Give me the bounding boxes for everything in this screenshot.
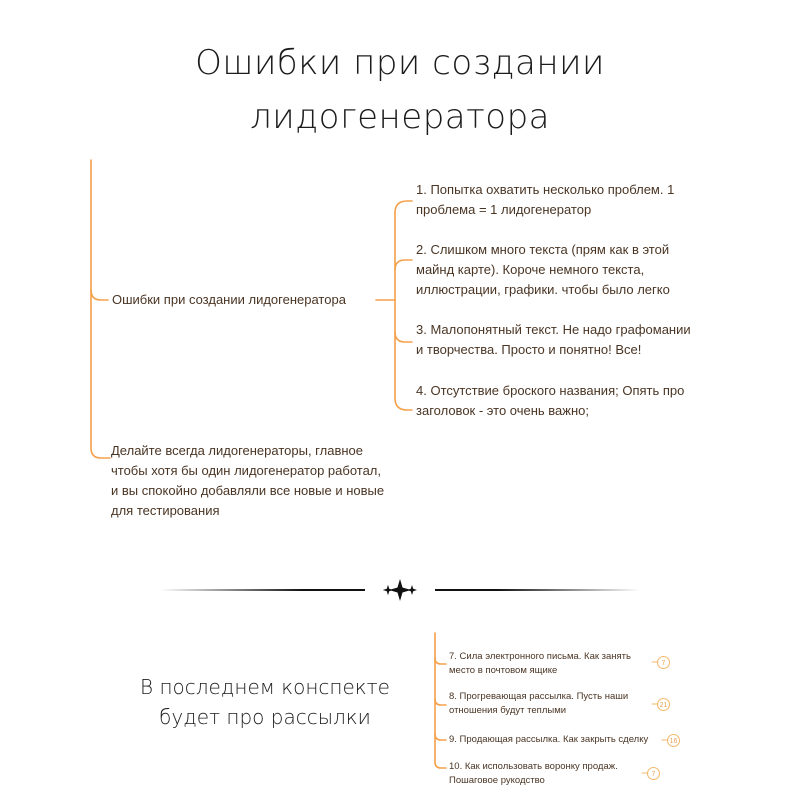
branch-node-4[interactable] [416,381,684,421]
preview-item-10-line-1: 10. Как использовать воронку продаж. [449,761,618,772]
trunk-line [91,160,110,458]
trunk-to-central [91,290,108,300]
advice-line-3: и вы спокойно добавляли все новые и новые [111,483,385,498]
advice-line-1: Делайте всегда лидогенераторы, главное [111,443,363,458]
branch-4-line-2: заголовок - это очень важно; [416,403,589,418]
branch-node-1[interactable] [416,180,674,220]
preview-item-7-line-1: 7. Сила электронного письма. Как занять [449,651,631,662]
preview-item-8-line-1: 8. Прогревающая рассылка. Пусть наши [449,691,629,702]
branch-node-3[interactable] [416,320,691,360]
preview-item-10[interactable] [449,760,618,788]
branch-2-line-3: иллюстрации, графики. чтобы было легко [416,282,670,297]
bracket-main [395,201,412,213]
advice-line-4: для тестирования [111,503,220,518]
preview-item-7[interactable] [449,650,631,678]
preview-item-10-line-2: Пошаговое рукодство [449,775,545,786]
next-topic-line-1: В последнем конспекте [140,675,390,699]
preview-item-7-line-2: место в почтовом ящике [449,665,558,676]
preview-bracket [435,633,446,768]
branch-node-2[interactable] [416,240,670,300]
sparkle-stars-icon [370,578,430,602]
branch-1-line-2: проблема = 1 лидогенератор [416,202,592,217]
count-badge-10[interactable]: 7 [647,767,660,780]
next-topic-text [100,672,430,732]
divider-rule-right [435,589,640,591]
divider-rule-left [160,589,365,591]
count-badge-7[interactable]: 7 [657,656,670,669]
branch-2-line-1: 2. Слишком много текста (прям как в этой [416,242,670,257]
decorative-divider [160,578,640,602]
count-badge-8[interactable]: 21 [657,698,670,711]
preview-item-9[interactable] [449,733,648,747]
advice-line-2: чтобы хотя бы один лидогенератор работал, [111,463,381,478]
page-title-line-2: лидогенератора [249,97,551,137]
branch-2-line-2: майнд карте). Короче немного текста, [416,262,645,277]
page-title [0,36,800,144]
branch-3-line-1: 3. Малопонятный текст. Не надо графомании [416,322,691,337]
preview-item-8-line-2: отношения будут теплыми [449,705,567,716]
branch-4-line-1: 4. Отсутствие броского названия; Опять про [416,383,685,398]
count-badge-9[interactable]: 16 [667,734,680,747]
preview-item-9-line-1: 9. Продающая рассылка. Как закрыть сделку [449,734,649,745]
branch-3-line-2: и творчества. Просто и понятно! Все! [416,342,642,357]
branch-1-line-1: 1. Попытка охватить несколько проблем. 1 [416,182,675,197]
central-node[interactable]: Ошибки при создании лидогенератора [112,292,346,307]
advice-node[interactable] [111,441,384,521]
next-topic-line-2: будет про рассылки [159,705,371,729]
page-title-line-1: Ошибки при создании [195,43,605,83]
preview-item-8[interactable] [449,690,628,718]
